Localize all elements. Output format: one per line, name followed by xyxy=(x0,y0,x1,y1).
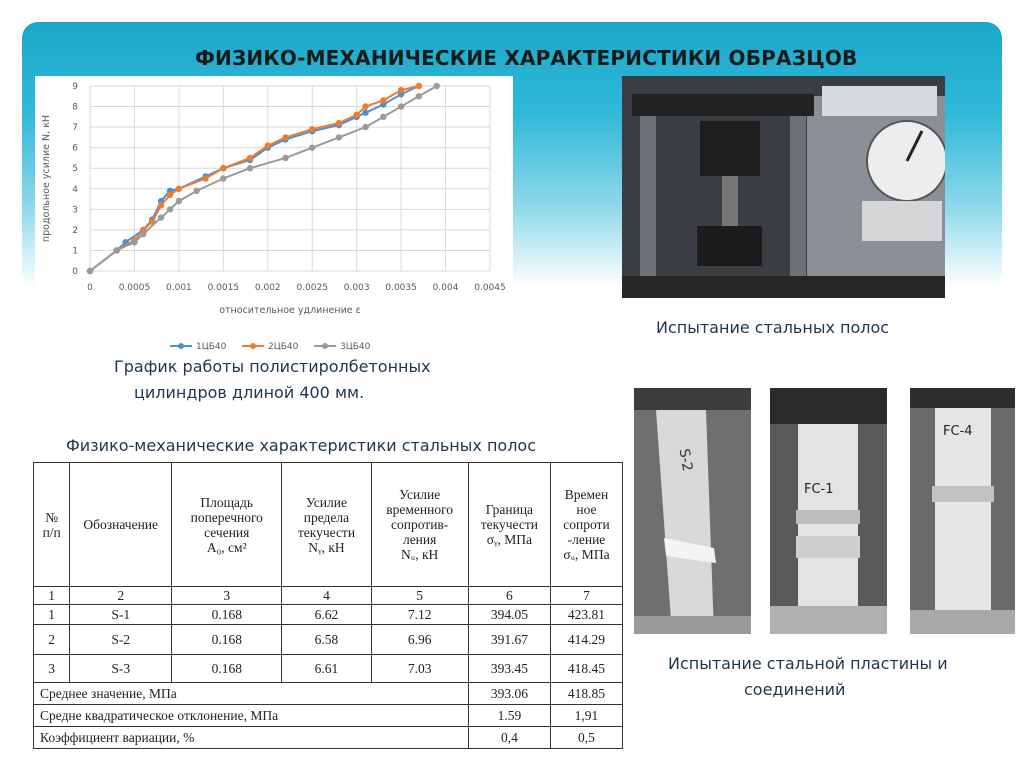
data-point xyxy=(380,114,386,120)
data-point xyxy=(282,155,288,161)
summary-row-cv: Коэффициент вариации, % 0,4 0,5 xyxy=(34,727,623,749)
x-axis-label: относительное удлинение ε xyxy=(219,305,361,316)
x-tick-label: 0.004 xyxy=(432,283,459,293)
data-point xyxy=(176,198,182,204)
table-row: 3 S-3 0.168 6.61 7.03 393.45 418.45 xyxy=(34,655,623,683)
data-point xyxy=(167,206,173,212)
x-tick-label: 0.0025 xyxy=(296,283,328,293)
legend-marker-2 xyxy=(250,343,256,349)
data-point xyxy=(220,175,226,181)
data-point xyxy=(416,93,422,99)
specimen-label-fc4: FC-4 xyxy=(943,424,973,439)
y-axis-label: продольное усилие N, кН xyxy=(41,114,52,243)
x-tick-label: 0.0035 xyxy=(385,283,417,293)
x-tick-label: 0.0045 xyxy=(474,283,506,293)
header-ultimate-force: Усилие временного сопротив- ления Nᵤ, кН xyxy=(371,463,468,587)
y-tick-label: 5 xyxy=(72,164,78,175)
data-point xyxy=(309,126,315,132)
x-tick-label: 0.003 xyxy=(343,283,370,293)
data-point xyxy=(380,97,386,103)
data-point xyxy=(247,155,253,161)
x-tick-label: 0 xyxy=(87,283,93,293)
y-tick-label: 1 xyxy=(72,246,78,257)
legend-marker-1 xyxy=(178,343,184,349)
specimen-label-fc1: FC-1 xyxy=(804,482,834,497)
summary-row-mean: Среднее значение, МПа 393.06 418.85 xyxy=(34,683,623,705)
summary-row-std: Средне квадратическое отклонение, МПа 1.59 1,91 xyxy=(34,705,623,727)
testing-machine-photo xyxy=(622,76,945,298)
legend-label: 2ЦБ40 xyxy=(268,342,299,352)
specimen-photo-s2 xyxy=(634,388,751,634)
x-tick-label: 0.0015 xyxy=(207,283,240,293)
page-title: ФИЗИКО-МЕХАНИЧЕСКИЕ ХАРАКТЕРИСТИКИ ОБРАЗЦОВ xyxy=(195,46,858,70)
data-point xyxy=(113,247,119,253)
photo-bottom-caption-line2: соединений xyxy=(744,680,846,699)
header-number: № п/п xyxy=(34,463,70,587)
data-point xyxy=(336,134,342,140)
data-point xyxy=(247,165,253,171)
data-point xyxy=(87,268,93,274)
table-row: 2 S-2 0.168 6.58 6.96 391.67 414.29 xyxy=(34,625,623,655)
series-line-3 xyxy=(90,86,437,271)
data-point xyxy=(336,120,342,126)
table-title: Физико-механические характеристики стальных полос xyxy=(66,436,537,455)
chart-svg xyxy=(35,76,513,356)
x-tick-label: 0.0005 xyxy=(118,283,151,293)
header-yield-stress: Граница текучести σᵧ, МПа xyxy=(468,463,550,587)
x-tick-label: 0.001 xyxy=(166,283,192,293)
x-tick-label: 0.002 xyxy=(254,283,281,293)
data-point xyxy=(353,112,359,118)
specimen-photo-fc4 xyxy=(910,388,1015,634)
data-point xyxy=(362,124,368,130)
data-point xyxy=(265,142,271,148)
series-line-1 xyxy=(90,86,419,271)
data-point xyxy=(362,103,368,109)
specimen-photo-fc1 xyxy=(770,388,887,634)
table-header-row xyxy=(34,463,623,587)
table-numbers-row: 1 2 3 4 5 6 7 xyxy=(34,587,623,605)
data-point xyxy=(140,231,146,237)
y-tick-label: 9 xyxy=(72,82,78,92)
y-tick-label: 6 xyxy=(72,143,78,154)
legend-label: 1ЦБ40 xyxy=(196,342,227,352)
data-point xyxy=(309,144,315,150)
y-tick-label: 2 xyxy=(72,225,78,236)
data-point xyxy=(202,175,208,181)
y-tick-label: 0 xyxy=(72,267,78,277)
y-tick-label: 7 xyxy=(72,123,78,134)
legend-label: 3ЦБ40 xyxy=(340,342,371,352)
data-point xyxy=(176,186,182,192)
testing-machine-illustration xyxy=(622,76,945,298)
chart-caption-line1: График работы полистиролбетонных xyxy=(114,357,431,376)
y-tick-label: 3 xyxy=(72,205,78,216)
data-point xyxy=(398,103,404,109)
data-point xyxy=(433,83,439,89)
header-ultimate-stress: Времен ное сопроти -ление σᵤ, МПа xyxy=(550,463,622,587)
data-point xyxy=(167,192,173,198)
series-line-2 xyxy=(90,86,419,271)
data-point xyxy=(193,188,199,194)
load-strain-chart xyxy=(35,76,513,356)
data-point xyxy=(282,134,288,140)
chart-caption-line2: цилиндров длиной 400 мм. xyxy=(134,383,365,402)
data-point xyxy=(362,110,368,116)
table-row: 1 S-1 0.168 6.62 7.12 394.05 423.81 xyxy=(34,605,623,625)
y-tick-label: 4 xyxy=(72,184,78,195)
steel-strips-table xyxy=(33,462,626,758)
photo-top-caption: Испытание стальных полос xyxy=(656,318,890,337)
header-yield-force: Усилие предела текучести Nᵧ, кН xyxy=(282,463,371,587)
data-point xyxy=(158,214,164,220)
data-point xyxy=(416,83,422,89)
data-point xyxy=(220,165,226,171)
y-tick-label: 8 xyxy=(72,102,78,113)
specimen-label-s2: S-2 xyxy=(675,447,696,473)
data-point xyxy=(398,87,404,93)
photo-bottom-caption-line1: Испытание стальной пластины и xyxy=(668,654,948,673)
legend-marker-3 xyxy=(322,343,328,349)
data-point xyxy=(158,202,164,208)
header-designation: Обозначение xyxy=(70,463,172,587)
header-area: Площадь поперечного сечения A₀, см² xyxy=(172,463,282,587)
data-point xyxy=(131,239,137,245)
